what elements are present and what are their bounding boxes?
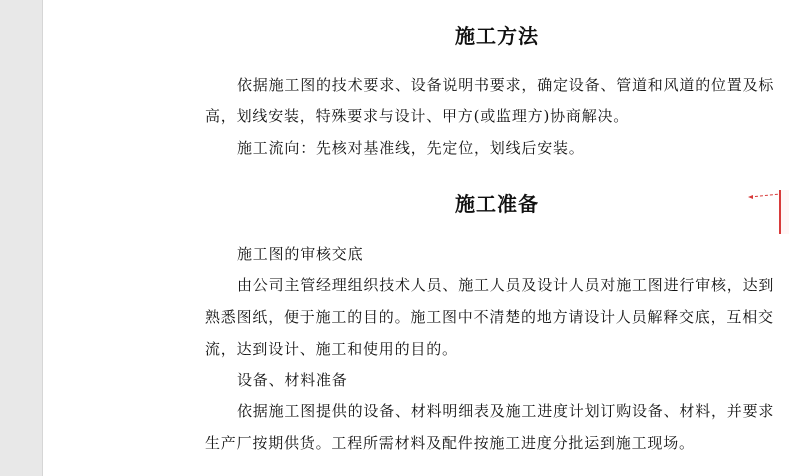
document-page [42,0,789,476]
subheading-equipment-materials: 设备、材料准备 [237,371,348,389]
section-heading-construction-method: 施工方法 [455,24,539,48]
paragraph-line: 流，达到设计、施工和使用的目的。 [205,340,458,358]
paragraph-line: 高，划线安装，特殊要求与设计、甲方(或监理方)协商解决。 [205,107,630,125]
paragraph-line: 依据施工图的技术要求、设备说明书要求，确定设备、管道和风道的位置及标 [237,76,775,94]
paragraph-line: 由公司主管经理组织技术人员、施工人员及设计人员对施工图进行审核，达到 [237,276,775,294]
paragraph-line: 施工流向：先核对基准线，先定位，划线后安装。 [237,139,585,157]
paragraph-line: 依据施工图提供的设备、材料明细表及施工进度计划订购设备、材料，并要求 [237,402,775,420]
section-heading-construction-preparation: 施工准备 [455,192,539,216]
subheading-drawing-review: 施工图的审核交底 [237,245,364,263]
paragraph-line: 生产厂按期供货。工程所需材料及配件按施工进度分批运到施工现场。 [205,434,695,452]
paragraph-line: 熟悉图纸，便于施工的目的。施工图中不清楚的地方请设计人员解释交底，互相交 [205,308,774,326]
comment-marker[interactable] [779,190,789,234]
